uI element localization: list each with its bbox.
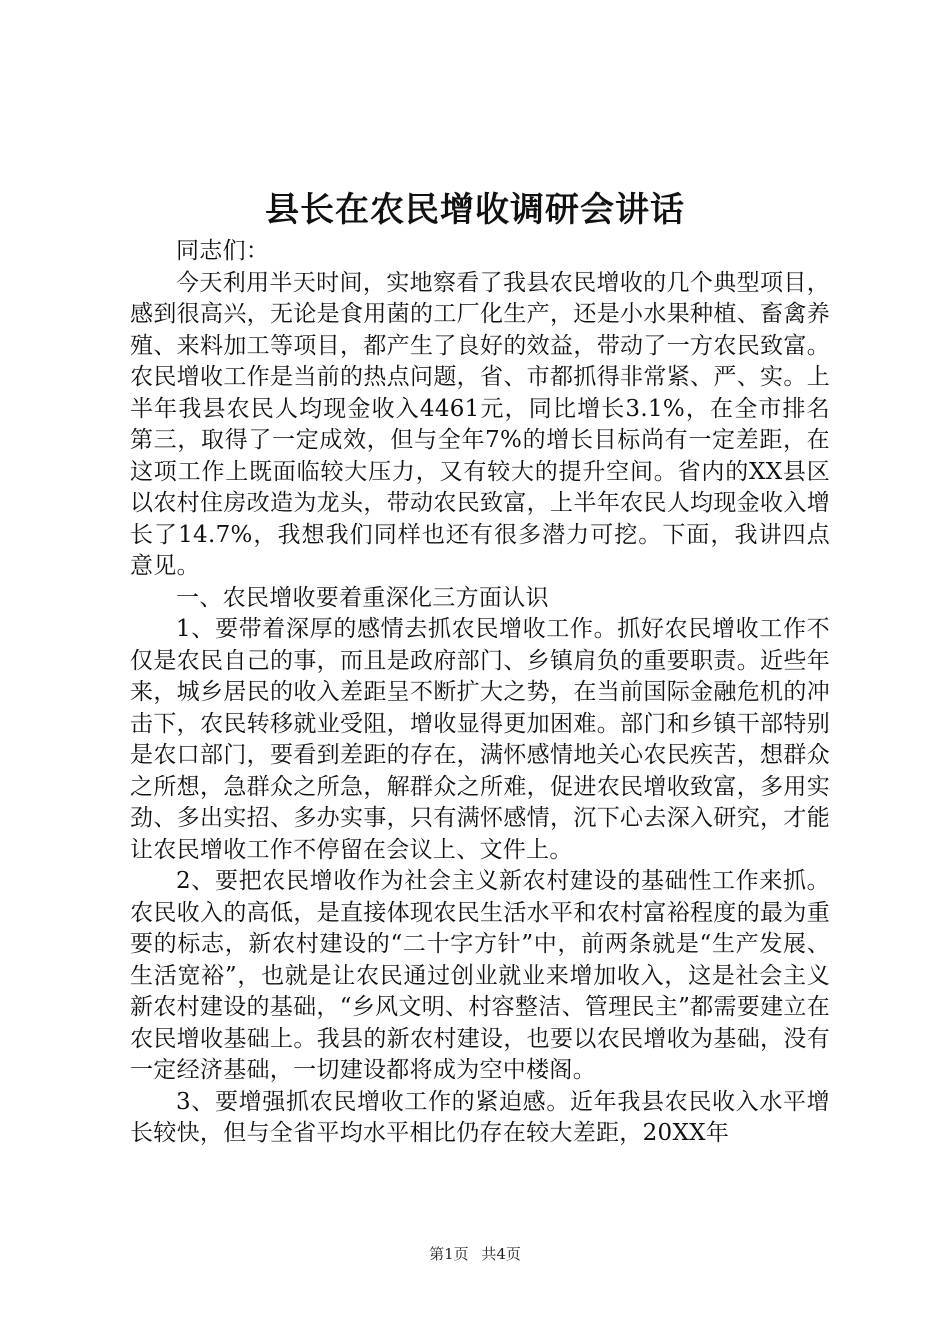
page-number: 第1页 [429,1245,469,1263]
body-paragraph: 3、要增强抓农民增收工作的紧迫感。近年我县农民收入水平增长较快，但与全省平均水平相比仍存在较大差距，20XX年 [130,1088,830,1146]
page-total: 共4页 [481,1245,521,1263]
body-paragraph: 2、要把农民增收作为社会主义新农村建设的基础性工作来抓。农民收入的高低，是直接体现农民生活水平和农村富裕程度的最为重要的标志，新农村建设的“二十字方针”中，前两条就是“生产发展、生活宽裕”，也就是让农民通过创业就业来增加收入，这是社会主义新农村建设的基础，“乡风文明、村容整洁、管理民主”都需要建立在农民增收基础上。我县的新农村建设，也要以农民增收为基础，没有一定经济基础，一切建设都将成为空中楼阁。 [130,868,830,1083]
document-title: 县长在农民增收调研会讲话 [265,190,685,230]
salutation: 同志们： [176,238,270,264]
document-body [130,236,830,1150]
section-heading: 一、农民增收要着重深化三方面认识 [176,584,549,611]
page-footer [0,1243,950,1265]
body-paragraph: 今天利用半天时间，实地察看了我县农民增收的几个典型项目，感到很高兴，无论是食用菌的工厂化生产，还是小水果种植、畜禽养殖、来料加工等项目，都产生了良好的效益，带动了一方农民致富。农民增收工作是当前的热点问题，省、市都抓得非常紧、严、实。上半年我县农民人均现金收入4461元，同比增长3.1%，在全市排名第三，取得了一定成效，但与全年7%的增长目标尚有一定差距，在这项工作上既面临较大压力，又有较大的提升空间。省内的XX县区以农村住房改造为龙头，带动农民致富，上半年农民人均现金收入增长了14.7%，我想我们同样也还有很多潜力可挖。下面，我讲四点意见。 [130,269,830,579]
body-paragraph: 1、要带着深厚的感情去抓农民增收工作。抓好农民增收工作不仅是农民自己的事，而且是政府部门、乡镇肩负的重要职责。近些年来，城乡居民的收入差距呈不断扩大之势，在当前国际金融危机的冲击下，农民转移就业受阻，增收显得更加困难。部门和乡镇干部特别是农口部门，要看到差距的存在，满怀感情地关心农民疾苦，想群众之所想，急群众之所急，解群众之所难，促进农民增收致富，多用实劲、多出实招、多办实事，只有满怀感情，沉下心去深入研究，才能让农民增收工作不停留在会议上、文件上。 [130,616,830,863]
